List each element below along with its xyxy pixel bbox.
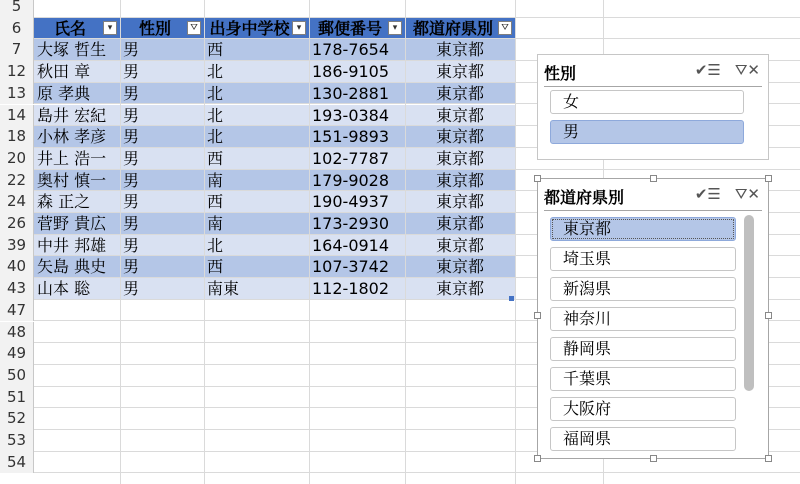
column-header-label: 性別	[138, 18, 171, 38]
resize-handle[interactable]	[534, 455, 541, 462]
slicer-item-label: 神奈川	[563, 309, 612, 328]
column-header-label: 郵便番号	[317, 18, 382, 38]
slicer-item-prefecture[interactable]	[550, 367, 736, 391]
table-cell[interactable]: 東京都	[405, 39, 515, 61]
table-cell[interactable]: 178-7654	[309, 39, 405, 61]
table-cell[interactable]: 164-0914	[309, 235, 405, 257]
table-cell[interactable]: 東京都	[405, 191, 515, 213]
column-header-label: 氏名	[53, 18, 86, 38]
table-cell[interactable]: 菅野 貴広	[34, 213, 120, 235]
table-cell[interactable]: 男	[120, 39, 204, 61]
filter-dropdown-icon[interactable]: ▾	[388, 21, 402, 35]
table-cell[interactable]: 102-7787	[309, 148, 405, 170]
table-cell[interactable]: 男	[120, 191, 204, 213]
slicer-item-label: 福岡県	[563, 429, 612, 448]
table-cell[interactable]: 151-9893	[309, 126, 405, 148]
table-cell[interactable]: 西	[204, 148, 309, 170]
table-cell[interactable]: 北	[204, 105, 309, 127]
column-header-label: 都道府県別	[412, 18, 493, 38]
table-cell[interactable]: 男	[120, 126, 204, 148]
table-cell[interactable]: 南東	[204, 278, 309, 300]
slicer-divider	[544, 210, 762, 211]
table-cell[interactable]: 男	[120, 170, 204, 192]
table-cell[interactable]: 男	[120, 105, 204, 127]
table-cell[interactable]: 大塚 哲生	[34, 39, 120, 61]
table-cell[interactable]: 186-9105	[309, 61, 405, 83]
slicer-item-label: 女	[563, 92, 580, 111]
resize-handle[interactable]	[765, 175, 772, 182]
gender-slicer[interactable]	[537, 54, 769, 160]
table-cell[interactable]: 北	[204, 126, 309, 148]
table-cell[interactable]: 秋田 章	[34, 61, 120, 83]
table-cell[interactable]: 原 孝典	[34, 83, 120, 105]
slicer-scrollbar[interactable]	[744, 215, 754, 391]
gridline	[309, 0, 310, 484]
row-header[interactable]: 5	[0, 0, 34, 18]
table-cell[interactable]: 男	[120, 256, 204, 278]
resize-handle[interactable]	[765, 455, 772, 462]
table-cell[interactable]: 179-9028	[309, 170, 405, 192]
table-cell[interactable]: 173-2930	[309, 213, 405, 235]
table-cell[interactable]: 東京都	[405, 83, 515, 105]
table-cell[interactable]: 北	[204, 83, 309, 105]
slicer-item-label: 千葉県	[563, 369, 612, 388]
multi-select-icon[interactable]: ✔☰	[694, 61, 721, 79]
slicer-item-label: 東京都	[563, 219, 612, 238]
row-header[interactable]: 18	[0, 126, 34, 148]
slicer-item-prefecture[interactable]	[550, 247, 736, 271]
table-cell[interactable]: 東京都	[405, 126, 515, 148]
row-header[interactable]: 12	[0, 61, 34, 83]
row-header[interactable]: 50	[0, 365, 34, 387]
table-cell[interactable]: 奥村 慎一	[34, 170, 120, 192]
row-header[interactable]: 40	[0, 256, 34, 278]
filter-applied-icon[interactable]: ⛛	[498, 21, 512, 35]
slicer-item-label: 男	[563, 122, 580, 141]
slicer-item-label: 静岡県	[563, 339, 612, 358]
resize-handle[interactable]	[650, 455, 657, 462]
prefecture-slicer[interactable]	[537, 178, 769, 459]
table-cell[interactable]: 107-3742	[309, 256, 405, 278]
row-header[interactable]: 52	[0, 408, 34, 430]
filter-dropdown-icon[interactable]: ▾	[292, 21, 306, 35]
table-cell[interactable]: 西	[204, 256, 309, 278]
table-cell[interactable]: 東京都	[405, 148, 515, 170]
row-header[interactable]: 43	[0, 278, 34, 300]
row-header[interactable]: 54	[0, 452, 34, 474]
table-cell[interactable]: 東京都	[405, 213, 515, 235]
table-cell[interactable]: 西	[204, 191, 309, 213]
slicer-item-prefecture[interactable]	[550, 337, 736, 361]
table-cell[interactable]: 男	[120, 148, 204, 170]
slicer-item-female[interactable]	[550, 90, 744, 114]
gridline	[204, 0, 205, 484]
table-cell[interactable]: 男	[120, 278, 204, 300]
table-cell[interactable]: 東京都	[405, 278, 515, 300]
slicer-item-label: 埼玉県	[563, 249, 612, 268]
row-header[interactable]: 20	[0, 148, 34, 170]
table-cell[interactable]: 山本 聡	[34, 278, 120, 300]
clear-filter-icon[interactable]: ⛛✕	[734, 61, 760, 79]
table-cell[interactable]: 中井 邦雄	[34, 235, 120, 257]
row-header[interactable]: 39	[0, 235, 34, 257]
resize-handle[interactable]	[534, 175, 541, 182]
table-cell[interactable]: 東京都	[405, 256, 515, 278]
slicer-item-prefecture[interactable]	[550, 427, 736, 451]
table-cell[interactable]: 男	[120, 235, 204, 257]
table-resize-handle[interactable]	[509, 296, 514, 301]
row-header[interactable]: 48	[0, 322, 34, 344]
filter-applied-icon[interactable]: ⛛	[187, 21, 201, 35]
resize-handle[interactable]	[534, 312, 541, 319]
resize-handle[interactable]	[765, 312, 772, 319]
row-header[interactable]: 14	[0, 105, 34, 127]
row-header[interactable]: 6	[0, 18, 34, 40]
slicer-item-prefecture[interactable]	[550, 397, 736, 421]
slicer-item-label: 大阪府	[563, 399, 612, 418]
table-cell[interactable]: 190-4937	[309, 191, 405, 213]
row-header[interactable]: 47	[0, 300, 34, 322]
table-cell[interactable]: 東京都	[405, 61, 515, 83]
gender-slicer-title: 性別	[544, 64, 577, 83]
gridline	[120, 0, 121, 484]
table-cell[interactable]: 森 正之	[34, 191, 120, 213]
row-header[interactable]: 51	[0, 387, 34, 409]
table-cell[interactable]: 西	[204, 39, 309, 61]
clear-filter-icon[interactable]: ⛛✕	[734, 185, 760, 203]
table-cell[interactable]: 男	[120, 61, 204, 83]
slicer-item-prefecture[interactable]	[550, 307, 736, 331]
slicer-divider	[544, 86, 762, 87]
table-cell[interactable]: 小林 孝彦	[34, 126, 120, 148]
gridline	[405, 0, 406, 484]
row-header[interactable]: 22	[0, 170, 34, 192]
slicer-item-prefecture[interactable]	[550, 217, 736, 241]
table-cell[interactable]: 北	[204, 235, 309, 257]
slicer-item-prefecture[interactable]	[550, 277, 736, 301]
table-cell[interactable]: 112-1802	[309, 278, 405, 300]
row-header[interactable]: 13	[0, 83, 34, 105]
table-cell[interactable]: 130-2881	[309, 83, 405, 105]
table-cell[interactable]: 男	[120, 213, 204, 235]
table-cell[interactable]: 南	[204, 213, 309, 235]
gridline	[515, 0, 516, 484]
table-cell[interactable]: 男	[120, 83, 204, 105]
table-cell[interactable]: 南	[204, 170, 309, 192]
row-header[interactable]: 7	[0, 39, 34, 61]
table-cell[interactable]: 東京都	[405, 105, 515, 127]
gridline	[34, 472, 800, 473]
row-header[interactable]: 53	[0, 430, 34, 452]
slicer-item-label: 新潟県	[563, 279, 612, 298]
table-cell[interactable]: 矢島 典史	[34, 256, 120, 278]
column-header-label: 出身中学校	[209, 18, 290, 38]
table-cell[interactable]: 東京都	[405, 235, 515, 257]
prefecture-slicer-title: 都道府県別	[544, 188, 625, 207]
table-cell[interactable]: 193-0384	[309, 105, 405, 127]
multi-select-icon[interactable]: ✔☰	[694, 185, 721, 203]
table-cell[interactable]: 井上 浩一	[34, 148, 120, 170]
row-header[interactable]: 49	[0, 343, 34, 365]
row-header[interactable]: 26	[0, 213, 34, 235]
resize-handle[interactable]	[650, 175, 657, 182]
table-cell[interactable]: 北	[204, 61, 309, 83]
slicer-item-male[interactable]	[550, 120, 744, 144]
filter-dropdown-icon[interactable]: ▾	[103, 21, 117, 35]
table-cell[interactable]: 東京都	[405, 170, 515, 192]
row-header[interactable]: 24	[0, 191, 34, 213]
table-cell[interactable]: 島井 宏紀	[34, 105, 120, 127]
